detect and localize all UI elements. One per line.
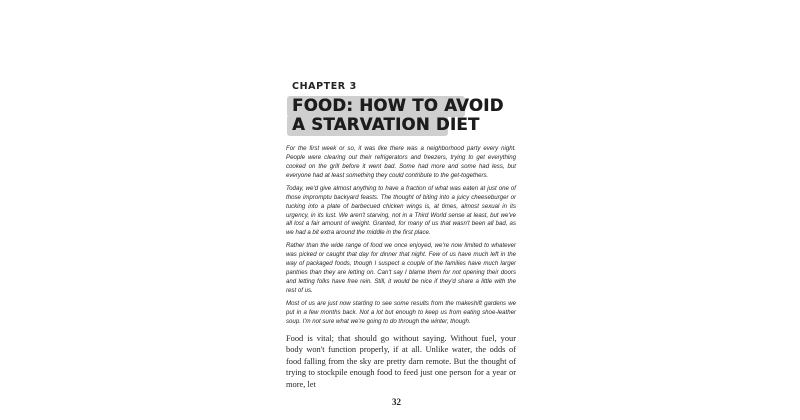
chapter-title-line-1: FOOD: HOW TO AVOID <box>292 96 504 115</box>
page-number: 32 <box>392 397 401 407</box>
body-paragraph: Food is vital; that should go without saying. Without fuel, your body won't function properly, if at all. Unlike water, the odds of food falling from the sky are pretty darn remote. But the thought of trying to stockpile enough food to feed just one person for a year or more, let <box>286 334 516 389</box>
chapter-title-line-2: A STARVATION DIET <box>292 115 480 134</box>
intro-paragraph: Most of us are just now starting to see some results from the makeshift gardens we put in a few months back. Not a lot but enough to keep us from eating shoe-leather soup. I'm not sure what we're going to do through the winter, though. <box>286 300 516 325</box>
intro-paragraph: For the first week or so, it was like there was a neighborhood party every night. People were clearing out their refrigerators and freezers, trying to get everything cooked on the grill before it went bad. Some had more and some had less, but everyone had at least something they could contribute to the get-togethers. <box>286 145 516 179</box>
chapter-label: CHAPTER 3 <box>292 81 357 92</box>
intro-paragraph: Rather than the wide range of food we once enjoyed, we're now limited to whatever was picked or caught that day for dinner that night. Few of us have much left in the way of packaged foods, though I suspect a couple of the families have much larger pantries than they are letting on. Can't say I blame them for not opening their doors and letting folks have free rein. Still, it would be nice if they'd share a little with the rest of us. <box>286 242 516 294</box>
body-text <box>286 333 516 390</box>
intro-narrative <box>286 145 516 331</box>
intro-paragraph: Today, we'd give almost anything to have a fraction of what was eaten at just one of those impromptu backyard feasts. The thought of biting into a juicy cheeseburger or tucking into a plate of barbecued chicken wings is, at times, almost sexual in its urgency, in its lust. We aren't starving, not in a Third World sense at least, but we've all lost a fair amount of weight. Granted, for many of us that wasn't been all bad, as we had a bit extra around the middle in the first place. <box>286 184 516 237</box>
